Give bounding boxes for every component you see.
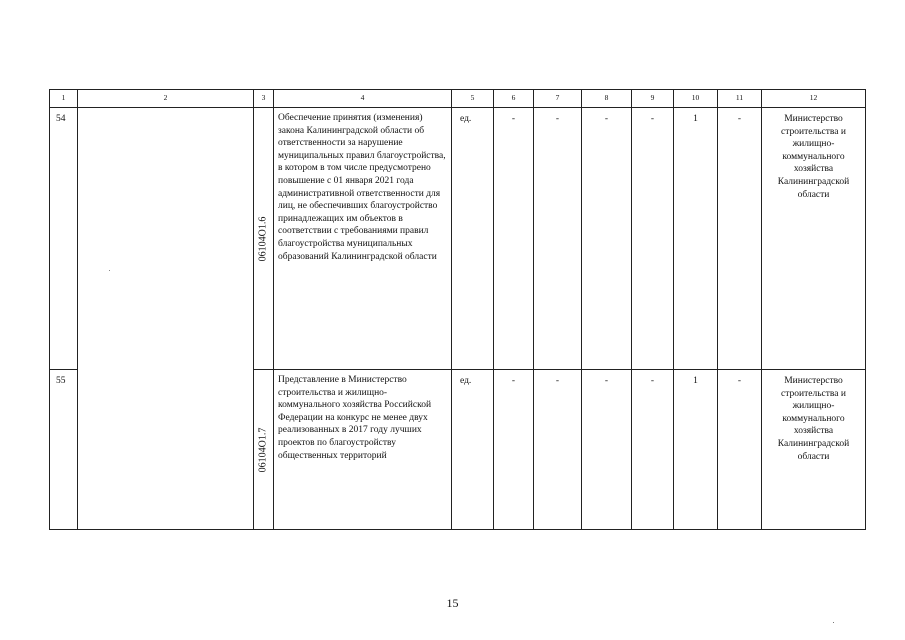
col-header-7: 7 bbox=[534, 90, 582, 108]
cell-col6: - bbox=[494, 108, 534, 370]
col-header-11: 11 bbox=[718, 90, 762, 108]
header-row bbox=[50, 90, 866, 108]
col-header-6: 6 bbox=[494, 90, 534, 108]
code-cell bbox=[254, 108, 274, 370]
row-unit: ед. bbox=[452, 108, 494, 370]
cell-col9: - bbox=[632, 108, 674, 370]
col-header-3: 3 bbox=[254, 90, 274, 108]
col-header-5: 5 bbox=[452, 90, 494, 108]
cell-col10: 1 bbox=[674, 108, 718, 370]
row-unit: ед. bbox=[452, 370, 494, 530]
scan-speck bbox=[833, 622, 834, 623]
col-header-8: 8 bbox=[582, 90, 632, 108]
table-row bbox=[50, 108, 866, 370]
cell-col10: 1 bbox=[674, 370, 718, 530]
cell-col11: - bbox=[718, 370, 762, 530]
scan-speck bbox=[109, 270, 110, 271]
row-code: 06104О1.7 bbox=[257, 427, 269, 472]
cell-col11: - bbox=[718, 108, 762, 370]
code-cell bbox=[254, 370, 274, 530]
col-header-9: 9 bbox=[632, 90, 674, 108]
row-number: 54 bbox=[50, 108, 78, 370]
measures-table bbox=[49, 89, 866, 530]
row-number: 55 bbox=[50, 370, 78, 530]
cell-col8: - bbox=[582, 108, 632, 370]
cell-col9: - bbox=[632, 370, 674, 530]
col-header-4: 4 bbox=[274, 90, 452, 108]
col-header-2: 2 bbox=[78, 90, 254, 108]
row-responsible-org: Министерство строительства и жилищно-коммунального хозяйства Калининградской области bbox=[762, 370, 866, 530]
row-responsible-org: Министерство строительства и жилищно-коммунального хозяйства Калининградской области bbox=[762, 108, 866, 370]
row-code: 06104О1.6 bbox=[257, 216, 269, 261]
col-header-1: 1 bbox=[50, 90, 78, 108]
merged-empty-cell bbox=[78, 108, 254, 530]
page-number: 15 bbox=[446, 596, 459, 610]
row-description: Представление в Министерство строительства и жилищно-коммунального хозяйства Российской Федерации на конкурс не менее двух реализованных в 2017 году лучших проектов по благоустройству общественных территорий bbox=[274, 370, 452, 530]
cell-col6: - bbox=[494, 370, 534, 530]
row-description: Обеспечение принятия (изменения) закона Калининградской области об ответственности за нарушение муниципальных правил благоустройства, в котором в том числе предусмотрено повышение с 01 января 2021 года административной ответственности для лиц, не обеспечивших благоустройство принадлежащих им объектов в соответствии с требованиями правил благоустройства муниципальных образований Калининградской области bbox=[274, 108, 452, 370]
cell-col8: - bbox=[582, 370, 632, 530]
col-header-12: 12 bbox=[762, 90, 866, 108]
cell-col7: - bbox=[534, 108, 582, 370]
cell-col7: - bbox=[534, 370, 582, 530]
col-header-10: 10 bbox=[674, 90, 718, 108]
